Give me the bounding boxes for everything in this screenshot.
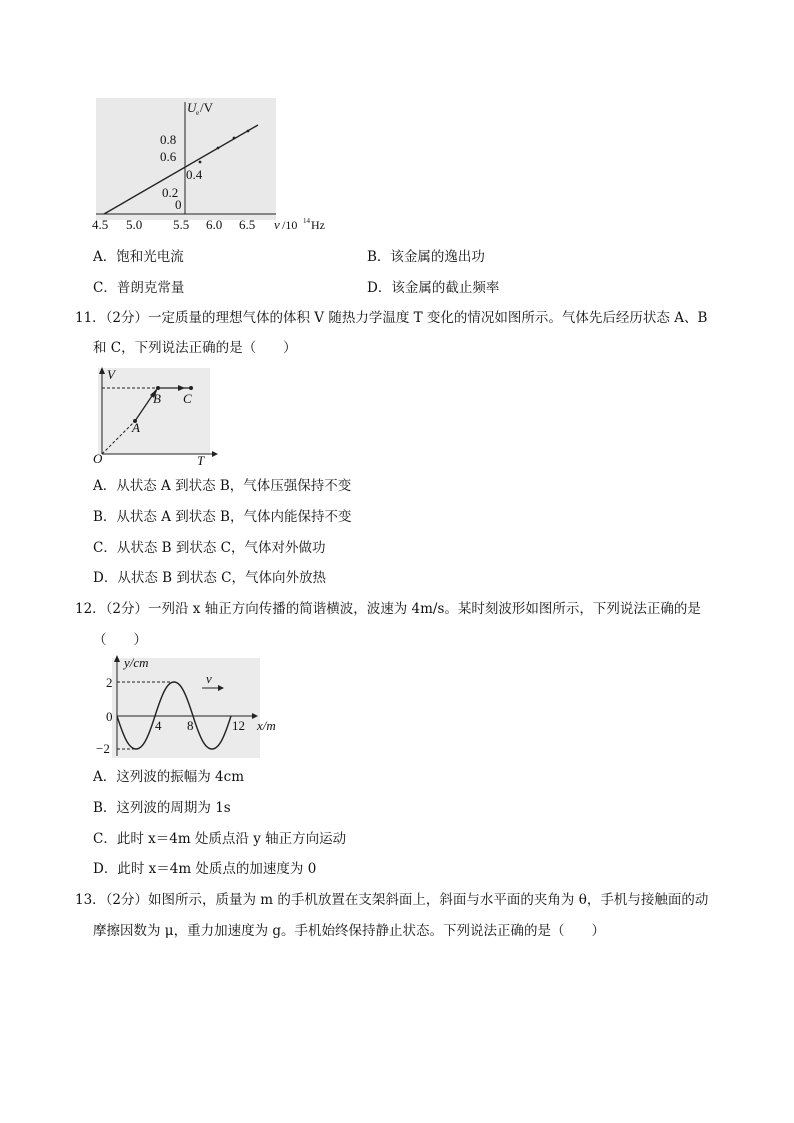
q10-ylabel-unit: /V	[200, 100, 213, 115]
q12-graph	[90, 652, 290, 760]
q12-stem-line1: 12．（2分）一列沿 x 轴正方向传播的简谐横波，波速为 4m/s。某时刻波形如图所示，下列说法正确的是	[75, 601, 701, 617]
q11-point-b	[156, 386, 160, 390]
q12-label-v: v	[206, 671, 212, 686]
q11-label-v: V	[107, 367, 115, 382]
q11-label-t: T	[197, 453, 205, 468]
q10-xlabel-unit: /10	[282, 218, 298, 232]
q10-xtick-6.5: 6.5	[239, 217, 256, 232]
q10-data-point	[233, 137, 236, 140]
q10-data-point	[217, 147, 220, 150]
q11-label-o: O	[93, 451, 103, 466]
q11-option-a: A．从状态 A 到状态 B，气体压强保持不变	[93, 478, 352, 494]
q10-graph	[90, 98, 330, 238]
q12-xlabel: x/m	[257, 718, 276, 733]
q11-label-c: C	[183, 391, 192, 406]
q11-option-b: B．从状态 A 到状态 B，气体内能保持不变	[93, 509, 352, 525]
q10-ytick-0.2: 0.2	[162, 185, 179, 200]
q10-ylabel-u: U	[187, 100, 197, 115]
q10-option-b: B．该金属的逸出功	[367, 249, 485, 265]
q10-option-c: C．普朗克常量	[93, 280, 185, 296]
q12-option-d: D．此时 x＝4m 处质点的加速度为 0	[93, 861, 317, 877]
q12-ylabel: y/cm	[124, 655, 149, 670]
q13-stem-line2: 摩擦因数为 μ，重力加速度为 g。手机始终保持静止状态。下列说法正确的是（ ）	[93, 923, 605, 939]
q12-xtick-8: 8	[187, 718, 194, 733]
q11-option-c: C．从状态 B 到状态 C，气体对外做功	[93, 540, 326, 556]
q10-ylabel-sub: e	[196, 109, 200, 117]
q10-option-d: D．该金属的截止频率	[367, 280, 500, 296]
q13-stem-line1: 13．（2分）如图所示，质量为 m 的手机放置在支架斜面上，斜面与水平面的夹角为 θ，手机与接触面的动	[75, 892, 709, 908]
q11-point-c	[189, 386, 193, 390]
q10-graph-svg	[90, 98, 330, 238]
q10-xtick-5.0: 5.0	[126, 217, 143, 232]
q10-graph-background	[96, 98, 276, 220]
q12-graph-svg	[90, 652, 290, 760]
q10-ytick-0.4: 0.4	[186, 167, 203, 182]
q11-graph-svg	[90, 364, 220, 468]
q11-option-d: D．从状态 B 到状态 C，气体向外放热	[93, 570, 326, 586]
q11-label-a: A	[132, 420, 140, 435]
q12-option-b: B．这列波的周期为 1s	[93, 800, 231, 816]
q12-ytick-0: 0	[106, 709, 113, 724]
q10-xtick-6.0: 6.0	[206, 217, 223, 232]
q12-ytick-2: 2	[106, 675, 113, 690]
q10-ytick-0: 0	[175, 197, 182, 212]
q10-data-point	[199, 161, 202, 164]
q10-xtick-5.5: 5.5	[173, 217, 190, 232]
q11-t-axis-arrow	[212, 451, 218, 457]
q11-stem-line2: 和 C，下列说法正确的是（ ）	[93, 340, 297, 356]
q10-xlabel-hz: Hz	[311, 218, 325, 232]
q12-xtick-4: 4	[155, 718, 162, 733]
q11-graph	[90, 364, 220, 468]
q10-option-a: A．饱和光电流	[93, 249, 184, 265]
q12-option-a: A．这列波的振幅为 4cm	[93, 769, 244, 785]
q10-xlabel-nu: ν	[274, 217, 280, 232]
q10-ytick-0.6: 0.6	[160, 149, 177, 164]
q10-xtick-4.5: 4.5	[92, 217, 109, 232]
q11-stem-line1: 11．（2分）一定质量的理想气体的体积 V 随热力学温度 T 变化的情况如图所示。气体先后经历状态 A、B	[75, 310, 708, 326]
q10-ytick-0.8: 0.8	[160, 132, 177, 147]
q10-data-point	[247, 130, 250, 133]
q11-label-b: B	[153, 391, 161, 406]
q10-xlabel-exp: 14	[303, 217, 310, 225]
q12-xtick-12: 12	[232, 718, 245, 733]
q12-option-c: C．此时 x＝4m 处质点沿 y 轴正方向运动	[93, 831, 347, 847]
q12-graph-background	[112, 658, 260, 758]
q12-stem-line2: （ ）	[93, 632, 147, 648]
q12-ytick-neg2: −2	[96, 741, 110, 756]
